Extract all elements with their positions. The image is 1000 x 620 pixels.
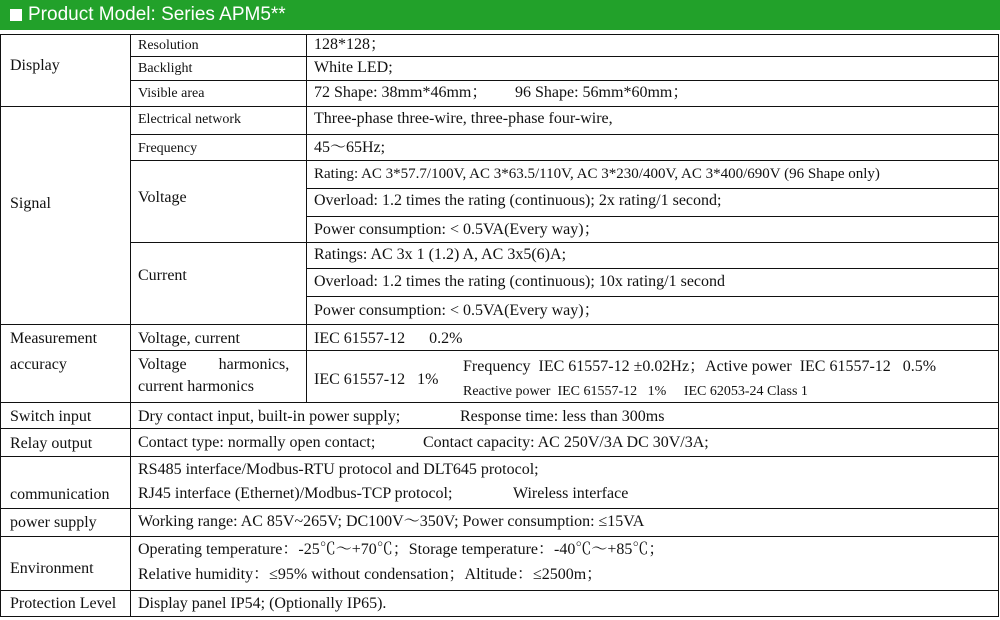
page-title: Product Model: Series APM5** — [28, 4, 286, 25]
title-banner — [0, 0, 1000, 30]
spec-table — [0, 30, 1000, 620]
voltage-power: Power consumption: < 0.5VA(Every way)； — [314, 221, 600, 238]
frequency-power-accuracy: Frequency IEC 61557-12 ±0.02Hz；Active power IEC 61557-12 0.5% — [463, 358, 937, 375]
harmonics-label-line2: current harmonics — [138, 378, 254, 395]
table-rule — [306, 188, 998, 189]
power-supply-value: Working range: AC 85V~265V; DC100V～350V; Power consumption: ≤15VA — [138, 513, 645, 530]
table-rule — [0, 34, 1, 617]
display-label: Display — [10, 57, 60, 74]
table-rule — [130, 34, 131, 617]
wireless-interface: Wireless interface — [513, 485, 629, 502]
network-value: Three-phase three-wire, three-phase four-wire, — [314, 110, 613, 127]
current-rating: Ratings: AC 3x 1 (1.2) A, AC 3x5(6)A; — [314, 246, 567, 263]
switch-input-label: Switch input — [10, 408, 92, 425]
table-rule — [0, 324, 998, 325]
table-rule — [130, 56, 998, 57]
table-rule — [0, 616, 998, 617]
reactive-power-accuracy: Reactive power IEC 61557-12 1% IEC 62053-24 Class 1 — [463, 384, 808, 399]
table-rule — [998, 34, 999, 617]
square-bullet-icon — [10, 9, 22, 21]
table-rule — [0, 508, 998, 509]
current-overload: Overload: 1.2 times the rating (continuous); 10x rating/1 second — [314, 273, 726, 290]
relay-output-label: Relay output — [10, 435, 93, 452]
humidity-altitude: Relative humidity：≤95% without condensation；Altitude：≤2500m； — [138, 566, 603, 583]
protection-level-label: Protection Level — [10, 595, 117, 612]
backlight-label: Backlight — [138, 61, 193, 76]
table-rule — [0, 590, 998, 591]
voltage-current-value: IEC 61557-12 0.2% — [314, 330, 463, 347]
network-label: Electrical network — [138, 112, 242, 127]
power-supply-label: power supply — [10, 514, 97, 531]
communication-label: communication — [10, 486, 110, 503]
contact-capacity-value: Contact capacity: AC 250V/3A DC 30V/3A; — [423, 434, 709, 451]
table-rule — [306, 34, 307, 403]
table-rule — [0, 106, 998, 107]
frequency-label: Frequency — [138, 141, 198, 156]
table-rule — [0, 402, 998, 403]
backlight-value: White LED; — [314, 59, 393, 76]
resolution-value: 128*128； — [314, 36, 387, 53]
voltage-rating: Rating: AC 3*57.7/100V, AC 3*63.5/110V, AC 3*230/400V, AC 3*400/690V (96 Shape only) — [314, 166, 880, 182]
signal-label: Signal — [10, 195, 51, 212]
visible-area-label: Visible area — [138, 86, 205, 101]
rj45-interface: RJ45 interface (Ethernet)/Modbus-TCP protocol; — [138, 485, 453, 502]
table-rule — [130, 350, 998, 351]
table-rule — [0, 456, 998, 457]
contact-type-value: Contact type: normally open contact; — [138, 434, 376, 451]
table-rule — [306, 296, 998, 297]
table-rule — [130, 160, 998, 161]
resolution-label: Resolution — [138, 38, 199, 53]
visible-area-value-72: 72 Shape: 38mm*46mm； — [314, 84, 488, 101]
table-rule — [130, 242, 998, 243]
response-time-value: Response time: less than 300ms — [460, 408, 665, 425]
rs485-interface: RS485 interface/Modbus-RTU protocol and DLT645 protocol; — [138, 461, 539, 478]
current-power: Power consumption: < 0.5VA(Every way)； — [314, 302, 600, 319]
temperature-range: Operating temperature：-25℃～+70℃；Storage temperature：-40℃～+85℃； — [138, 541, 665, 558]
switch-input-value: Dry contact input, built-in power supply; — [138, 408, 401, 425]
protection-level-value: Display panel IP54; (Optionally IP65). — [138, 595, 387, 612]
environment-label: Environment — [10, 560, 94, 577]
table-rule — [130, 80, 998, 81]
frequency-value: 45～65Hz; — [314, 139, 386, 156]
current-label: Current — [138, 267, 187, 284]
table-rule — [306, 268, 998, 269]
harmonics-label-line1: Voltage harmonics, — [138, 356, 290, 373]
accuracy-label: accuracy — [10, 356, 67, 373]
table-rule — [306, 216, 998, 217]
table-rule — [0, 428, 998, 429]
table-rule — [0, 536, 998, 537]
table-rule — [0, 34, 998, 35]
voltage-overload: Overload: 1.2 times the rating (continuous); 2x rating/1 second; — [314, 192, 722, 209]
voltage-current-label: Voltage, current — [138, 330, 240, 347]
measurement-label: Measurement — [10, 330, 98, 347]
table-rule — [130, 134, 998, 135]
harmonics-value: IEC 61557-12 1% — [314, 371, 439, 388]
voltage-label: Voltage — [138, 189, 187, 206]
visible-area-value-96: 96 Shape: 56mm*60mm； — [515, 84, 689, 101]
